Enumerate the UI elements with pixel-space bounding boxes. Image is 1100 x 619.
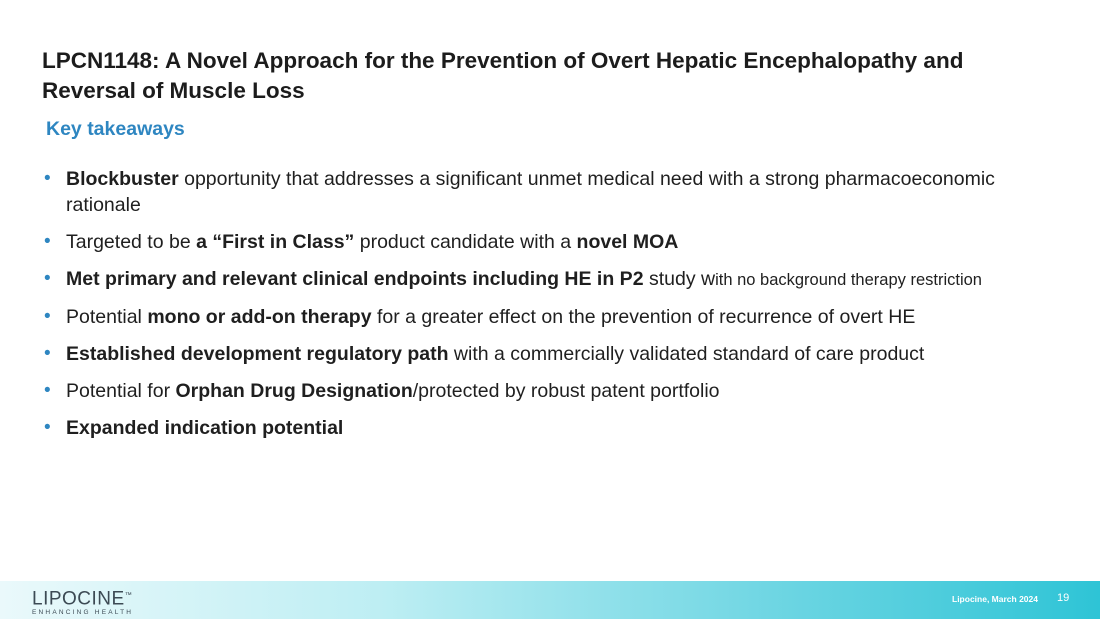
slide-title: LPCN1148: A Novel Approach for the Prevention of Overt Hepatic Encephalopathy and Reversal of Muscle Loss	[42, 48, 964, 103]
bullet-item-2	[44, 229, 1054, 255]
bullet-text: Targeted to be	[66, 231, 197, 253]
bullet-marker: •	[44, 343, 51, 364]
bullet-item-4	[44, 304, 1054, 330]
logo-trademark: ™	[124, 592, 133, 599]
bullet-text: product candidate with a	[354, 231, 577, 253]
logo-tagline: ENHANCING HEALTH	[32, 609, 134, 617]
section-subtitle: Key takeaways	[46, 118, 185, 140]
bullet-text: Potential	[66, 306, 148, 328]
footer-note: Lipocine, March 2024	[952, 594, 1038, 604]
bullet-marker: •	[44, 231, 51, 252]
bullet-item-7	[44, 415, 1054, 441]
takeaways-list	[44, 166, 1054, 452]
logo-word-text: LIPOCINE	[32, 588, 125, 610]
bullet-bold-text: mono or add-on therapy	[147, 306, 372, 328]
bullet-marker: •	[44, 380, 51, 401]
bullet-bold-text: Established development regulatory path	[66, 343, 449, 365]
bullet-bold-text: Orphan Drug Designation	[175, 380, 413, 402]
bullet-bold-text: Blockbuster	[66, 168, 179, 190]
bullet-item-1	[44, 166, 1054, 218]
bullet-text: study w	[643, 268, 716, 290]
bullet-text: with a commercially validated standard of care product	[448, 343, 925, 365]
bullet-item-5	[44, 341, 1054, 367]
bullet-bold-text: Expanded indication potential	[66, 417, 344, 439]
bullet-bold-text: novel MOA	[576, 231, 679, 253]
bullet-marker: •	[44, 306, 51, 327]
bullet-text: opportunity that addresses a significant unmet medical need with a strong pharmacoeconomic rationale	[66, 168, 995, 216]
bullet-text: for a greater effect on the prevention of recurrence of overt HE	[371, 306, 916, 328]
bullet-bold-text: a “First in Class”	[196, 231, 355, 253]
logo-wordmark	[32, 586, 133, 608]
bullet-small-text: ith no background therapy restriction	[715, 271, 982, 289]
bullet-marker: •	[44, 268, 51, 289]
bullet-item-3	[44, 266, 1054, 293]
company-logo	[32, 586, 133, 617]
bullet-text: /protected by robust patent portfolio	[412, 380, 720, 402]
footer-bar	[0, 581, 1100, 619]
bullet-text: Potential for	[66, 380, 176, 402]
bullet-marker: •	[44, 417, 51, 438]
bullet-marker: •	[44, 168, 51, 189]
page-number: 19	[1057, 592, 1070, 604]
bullet-bold-text: Met primary and relevant clinical endpoints including HE in P2	[66, 268, 644, 290]
bullet-item-6	[44, 378, 1054, 404]
